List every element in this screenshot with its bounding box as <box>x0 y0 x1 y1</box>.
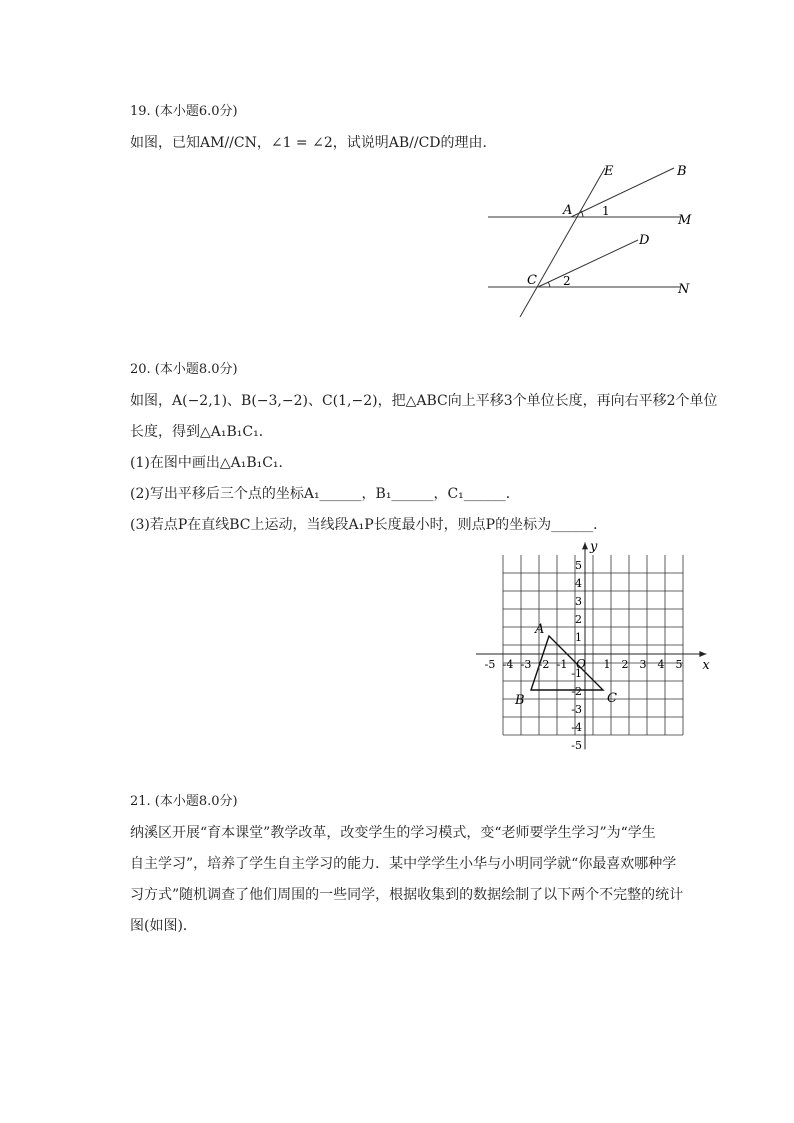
q21-text-line2: 自主学习”，培养了学生自主学习的能力．某中学学生小华与小明同学就“你最喜欢哪种学 <box>130 856 677 872</box>
q20-part2: (2)写出平移后三个点的坐标A₁______，B₁______，C₁______． <box>130 486 520 502</box>
x-tick-label: -4 <box>502 658 514 671</box>
x-tick-label: -1 <box>556 658 568 671</box>
x-axis-arrow <box>699 651 706 657</box>
y-tick-label: -2 <box>571 685 582 698</box>
label-E: E <box>604 164 614 179</box>
q20-part3: (3)若点P在直线BC上运动，当线段A₁P长度最小时，则点P的坐标为______． <box>130 517 608 533</box>
y-tick-label: -5 <box>571 739 582 752</box>
q21-header: 21. (本小题8.0分) <box>130 794 238 809</box>
coordinate-grid <box>460 539 710 752</box>
q20-text-line2: 长度，得到△A₁B₁C₁． <box>130 424 273 440</box>
q21-text-line1: 纳溪区开展“育本课堂”教学改革，改变学生的学习模式，变“老师要学生学习”为“学生 <box>130 825 656 841</box>
y-tick-label: 5 <box>575 559 582 572</box>
y-tick-label: 2 <box>575 613 582 626</box>
y-axis-arrow <box>582 542 588 549</box>
x-tick-label: 5 <box>675 658 683 671</box>
label-A: A <box>563 203 573 218</box>
point-label-B: B <box>515 693 525 708</box>
q19-figure <box>480 158 710 323</box>
x-tick-label: 4 <box>657 658 665 671</box>
label-N: N <box>678 282 690 297</box>
q21-text-line4: 图(如图)． <box>130 918 197 934</box>
y-tick-label: -1 <box>571 667 582 680</box>
y-tick-label: 3 <box>575 595 582 608</box>
y-tick-label: -3 <box>571 703 582 716</box>
x-tick-label: -2 <box>538 658 550 671</box>
x-tick-label: 2 <box>621 658 629 671</box>
point-label-A: A <box>535 622 545 637</box>
y-tick-label: 4 <box>575 577 582 590</box>
x-tick-label: -3 <box>520 658 532 671</box>
label-C: C <box>527 273 537 288</box>
label-D: D <box>639 233 650 248</box>
x-tick-label: 3 <box>639 658 647 671</box>
label-angle-2: 2 <box>563 274 571 288</box>
q20-text-line1: 如图，A(−2,1)、B(−3,−2)、C(1,−2)，把△ABC向上平移3个单位长度，再向右平移2个单位 <box>130 393 718 409</box>
q19-header: 19. (本小题6.0分) <box>130 104 238 119</box>
y-tick-label: 1 <box>575 631 582 644</box>
q20-header: 20. (本小题8.0分) <box>130 362 238 377</box>
origin-label: O <box>576 657 586 671</box>
y-axis-label: y <box>590 539 598 555</box>
x-axis-label: x <box>702 658 710 673</box>
point-label-C: C <box>607 691 617 706</box>
x-tick-label: -5 <box>484 658 496 671</box>
label-angle-1: 1 <box>602 204 610 218</box>
label-B: B <box>677 164 687 179</box>
q20-part1: (1)在图中画出△A₁B₁C₁． <box>130 455 293 471</box>
q21-text-line3: 习方式”随机调查了他们周围的一些同学，根据收集到的数据绘制了以下两个不完整的统计 <box>130 887 684 903</box>
q19-text: 如图，已知AM//CN，∠1 = ∠2，试说明AB//CD的理由． <box>130 135 497 151</box>
x-tick-label: 1 <box>603 658 611 671</box>
label-M: M <box>678 213 692 228</box>
y-tick-label: -4 <box>571 721 582 734</box>
